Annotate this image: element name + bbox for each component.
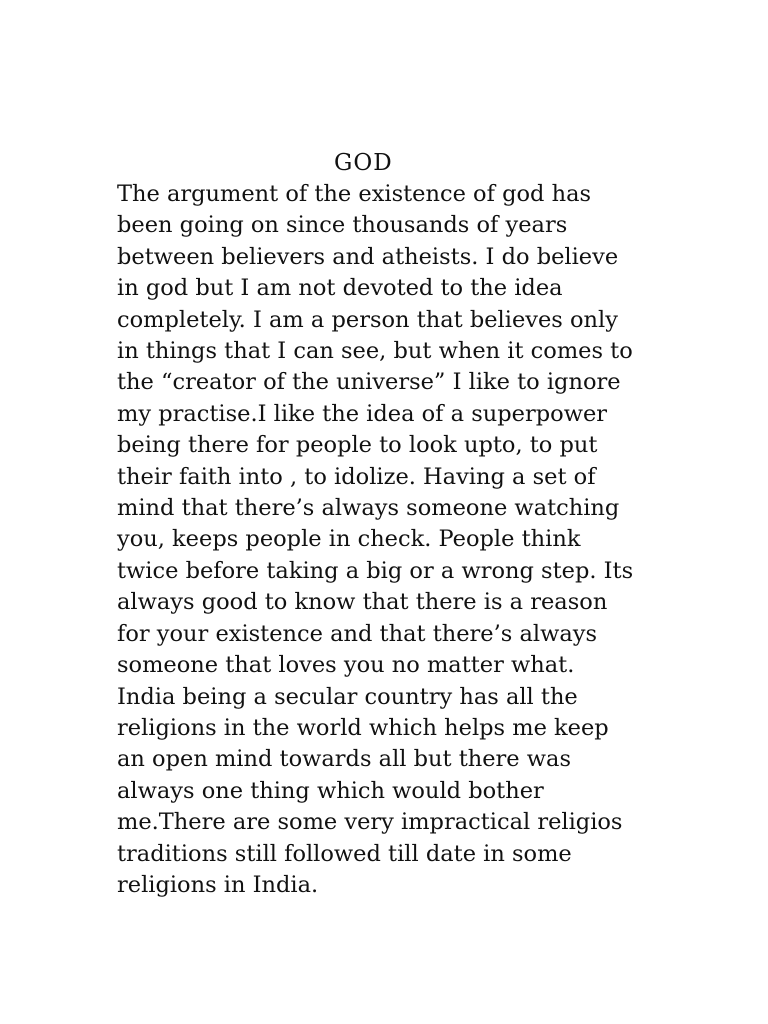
body-line: always good to know that there is a reason <box>117 589 608 616</box>
body-line: religions in the world which helps me keep <box>117 714 609 741</box>
body-line: twice before taking a big or a wrong step. Its <box>117 557 634 584</box>
body-line: me.There are some very impractical religios <box>117 809 623 836</box>
body-line: someone that loves you no matter what. <box>117 652 575 679</box>
body-line: religions in India. <box>117 871 319 898</box>
body-line: in god but I am not devoted to the idea <box>117 275 563 302</box>
body-line: been going on since thousands of years <box>117 212 568 239</box>
body-line: the “creator of the universe” I like to ignore <box>117 369 621 396</box>
body-line: traditions still followed till date in some <box>117 840 572 867</box>
body-line: always one thing which would bother <box>117 777 544 804</box>
body-line: mind that there’s always someone watching <box>117 495 620 522</box>
body-line: an open mind towards all but there was <box>117 746 571 773</box>
body-line: you, keeps people in check. People think <box>117 526 581 553</box>
body-line: completely. I am a person that believes only <box>117 306 618 333</box>
document-title: GOD <box>334 150 393 176</box>
body-line: for your existence and that there’s always <box>117 620 598 647</box>
body-line: India being a secular country has all the <box>117 683 578 710</box>
body-line: their faith into , to idolize. Having a set of <box>117 463 596 490</box>
body-line: in things that I can see, but when it comes to <box>117 338 633 365</box>
body-line: The argument of the existence of god has <box>117 181 592 207</box>
body-line: my practise.I like the idea of a superpower <box>117 400 608 427</box>
document-body <box>117 179 677 901</box>
body-line: between believers and atheists. I do believe <box>117 243 619 270</box>
body-line: being there for people to look upto, to put <box>117 432 598 459</box>
